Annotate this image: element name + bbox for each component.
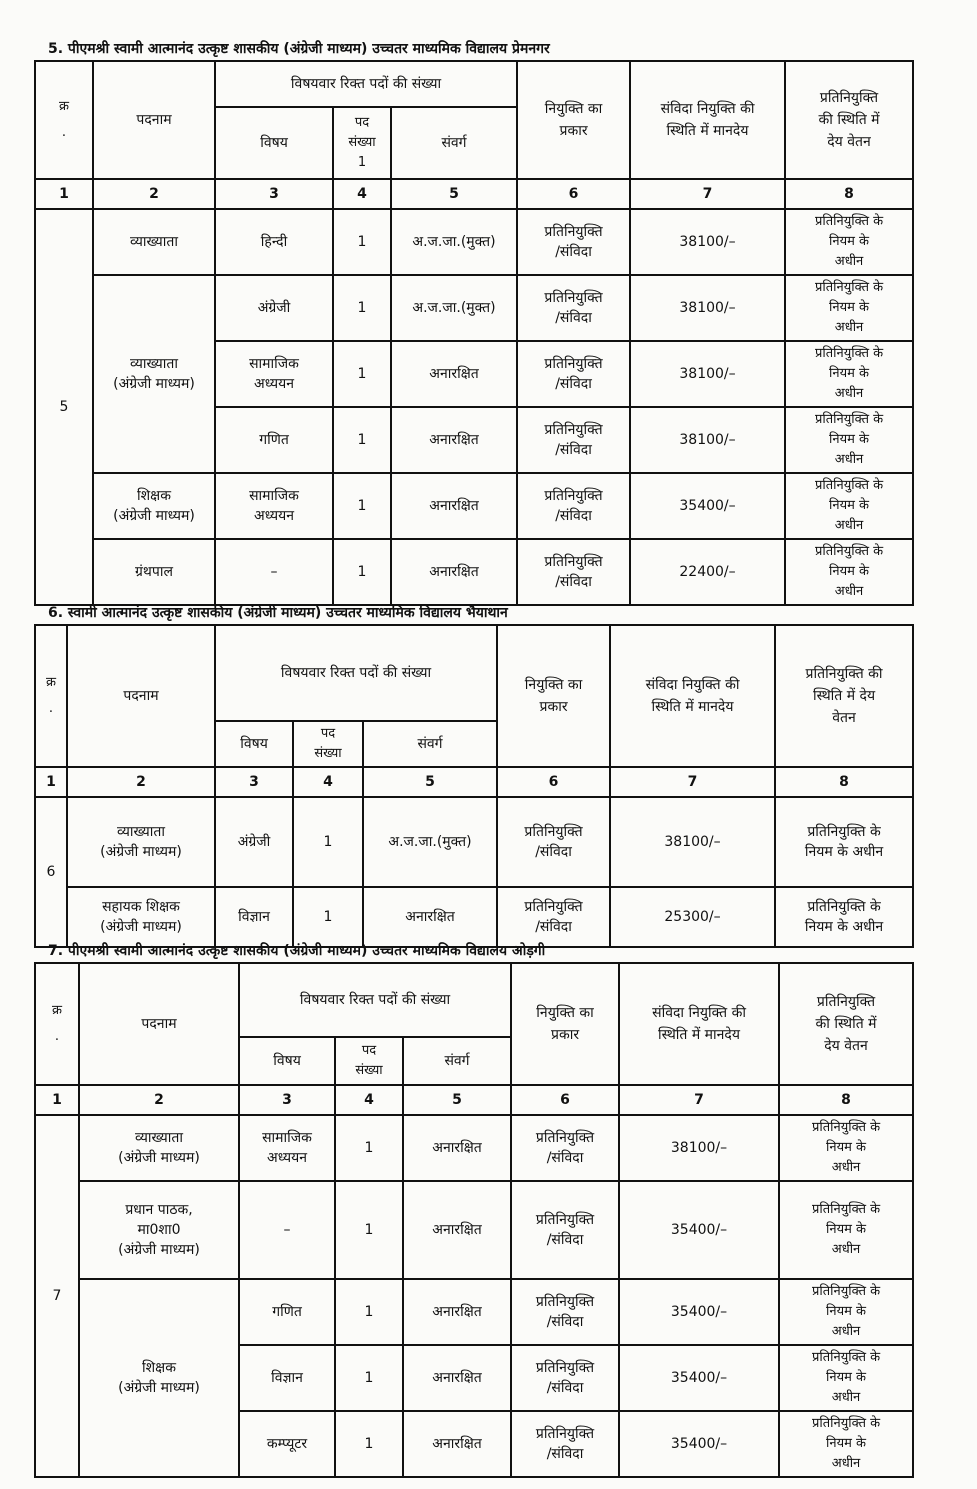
salary-cell: 35400/–	[619, 1345, 779, 1411]
post-cell: शिक्षक (अंग्रेजी माध्यम)	[79, 1279, 239, 1477]
serial-cell: 7	[35, 1115, 79, 1477]
section-5-title: 5. पीएमश्री स्वामी आत्मानंद उत्कृष्ट शासकीय (अंग्रेजी माध्यम) उच्चतर माध्यमिक विद्यालय प्रेमनगर	[48, 41, 550, 57]
category-cell: अ.ज.जा.(मुक्त)	[391, 209, 517, 275]
header-padnaam: पदनाम	[93, 61, 215, 179]
subject-cell: हिन्दी	[215, 209, 333, 275]
count-cell: 1	[333, 275, 391, 341]
count-cell: 1	[335, 1181, 403, 1279]
header-sanvarg: संवर्ग	[363, 721, 497, 767]
table-row	[35, 1279, 913, 1345]
column-number-row: 1 2 3 4 5 6 7 8	[35, 767, 913, 797]
category-cell: अनारक्षित	[363, 887, 497, 947]
category-cell: अ.ज.जा.(मुक्त)	[391, 275, 517, 341]
subject-cell: अंग्रेजी	[215, 275, 333, 341]
column-number-row: 1 2 3 4 5 6 7 8	[35, 179, 913, 209]
salary-cell: 35400/–	[619, 1411, 779, 1477]
header-samvida: संविदा नियुक्ति की स्थिति में मानदेय	[630, 61, 785, 179]
deputation-cell: प्रतिनियुक्ति के नियम के अधीन	[779, 1279, 913, 1345]
header-kramank: क्र .	[35, 61, 93, 179]
count-cell: 1	[335, 1279, 403, 1345]
header-vishay: विषय	[215, 107, 333, 179]
category-cell: अनारक्षित	[391, 341, 517, 407]
deputation-cell: प्रतिनियुक्ति के नियम के अधीन	[785, 539, 913, 605]
category-cell: अनारक्षित	[403, 1345, 511, 1411]
header-pad-sankhya: पद संख्या 1	[333, 107, 391, 179]
header-pad-sankhya: पद संख्या	[293, 721, 363, 767]
salary-cell: 38100/–	[619, 1115, 779, 1181]
deputation-cell: प्रतिनियुक्ति के नियम के अधीन	[785, 209, 913, 275]
type-cell: प्रतिनियुक्ति /संविदा	[497, 797, 610, 887]
category-cell: अनारक्षित	[403, 1279, 511, 1345]
count-cell: 1	[333, 539, 391, 605]
header-niyukti-prakar: नियुक्ति का प्रकार	[517, 61, 630, 179]
section-6-table	[34, 624, 914, 948]
post-cell: व्याख्याता (अंग्रेजी माध्यम)	[79, 1115, 239, 1181]
type-cell: प्रतिनियुक्ति /संविदा	[517, 539, 630, 605]
count-cell: 1	[335, 1115, 403, 1181]
category-cell: अनारक्षित	[403, 1411, 511, 1477]
header-pratiniyukti: प्रतिनियुक्ति की स्थिति में देय वेतन	[775, 625, 913, 767]
category-cell: अनारक्षित	[391, 539, 517, 605]
deputation-cell: प्रतिनियुक्ति के नियम के अधीन	[779, 1345, 913, 1411]
header-samvida: संविदा नियुक्ति की स्थिति में मानदेय	[610, 625, 775, 767]
deputation-cell: प्रतिनियुक्ति के नियम के अधीन	[779, 1181, 913, 1279]
category-cell: अनारक्षित	[403, 1181, 511, 1279]
subject-cell: गणित	[215, 407, 333, 473]
header-niyukti-prakar: नियुक्ति का प्रकार	[497, 625, 610, 767]
count-cell: 1	[333, 209, 391, 275]
subject-cell: –	[239, 1181, 335, 1279]
header-pad-sankhya: पद संख्या	[335, 1037, 403, 1085]
header-padnaam: पदनाम	[79, 963, 239, 1085]
subject-cell: कम्प्यूटर	[239, 1411, 335, 1477]
serial-cell: 5	[35, 209, 93, 605]
subject-cell: सामाजिक अध्ययन	[215, 341, 333, 407]
table-row	[35, 887, 913, 947]
post-cell: ग्रंथपाल	[93, 539, 215, 605]
header-pratiniyukti: प्रतिनियुक्ति की स्थिति में देय वेतन	[779, 963, 913, 1085]
salary-cell: 38100/–	[630, 209, 785, 275]
count-cell: 1	[333, 407, 391, 473]
count-cell: 1	[293, 797, 363, 887]
deputation-cell: प्रतिनियुक्ति के नियम के अधीन	[785, 407, 913, 473]
salary-cell: 22400/–	[630, 539, 785, 605]
subject-cell: गणित	[239, 1279, 335, 1345]
header-padnaam: पदनाम	[67, 625, 215, 767]
header-niyukti-prakar: नियुक्ति का प्रकार	[511, 963, 619, 1085]
header-kramank: क्र .	[35, 625, 67, 767]
count-cell: 1	[293, 887, 363, 947]
header-sanvarg: संवर्ग	[391, 107, 517, 179]
type-cell: प्रतिनियुक्ति /संविदा	[517, 341, 630, 407]
header-vishay: विषय	[239, 1037, 335, 1085]
count-cell: 1	[333, 341, 391, 407]
serial-cell: 6	[35, 797, 67, 947]
type-cell: प्रतिनियुक्ति /संविदा	[517, 473, 630, 539]
subject-cell: सामाजिक अध्ययन	[215, 473, 333, 539]
type-cell: प्रतिनियुक्ति /संविदा	[511, 1345, 619, 1411]
salary-cell: 35400/–	[630, 473, 785, 539]
subject-cell: –	[215, 539, 333, 605]
count-cell: 1	[335, 1411, 403, 1477]
section-7-title: 7. पीएमश्री स्वामी आत्मानंद उत्कृष्ट शासकीय (अंग्रेजी माध्यम) उच्चतर माध्यमिक विद्यालय ओड़गी	[48, 943, 546, 959]
salary-cell: 35400/–	[619, 1279, 779, 1345]
section-5	[34, 40, 912, 606]
column-number-row: 1 2 3 4 5 6 7 8	[35, 1085, 913, 1115]
count-cell: 1	[335, 1345, 403, 1411]
type-cell: प्रतिनियुक्ति /संविदा	[497, 887, 610, 947]
section-6	[34, 604, 912, 948]
salary-cell: 38100/–	[610, 797, 775, 887]
deputation-cell: प्रतिनियुक्ति के नियम के अधीन	[785, 341, 913, 407]
header-samvida: संविदा नियुक्ति की स्थिति में मानदेय	[619, 963, 779, 1085]
table-row	[35, 473, 913, 539]
header-vishayvaar: विषयवार रिक्त पदों की संख्या	[239, 963, 511, 1037]
salary-cell: 38100/–	[630, 407, 785, 473]
salary-cell: 25300/–	[610, 887, 775, 947]
type-cell: प्रतिनियुक्ति /संविदा	[511, 1411, 619, 1477]
header-vishayvaar: विषयवार रिक्त पदों की संख्या	[215, 61, 517, 107]
deputation-cell: प्रतिनियुक्ति के नियम के अधीन	[775, 887, 913, 947]
post-cell: प्रधान पाठक, मा0शा0 (अंग्रेजी माध्यम)	[79, 1181, 239, 1279]
type-cell: प्रतिनियुक्ति /संविदा	[517, 209, 630, 275]
header-sanvarg: संवर्ग	[403, 1037, 511, 1085]
salary-cell: 38100/–	[630, 341, 785, 407]
deputation-cell: प्रतिनियुक्ति के नियम के अधीन	[785, 275, 913, 341]
table-row	[35, 209, 913, 275]
type-cell: प्रतिनियुक्ति /संविदा	[517, 275, 630, 341]
header-vishayvaar: विषयवार रिक्त पदों की संख्या	[215, 625, 497, 721]
count-cell: 1	[333, 473, 391, 539]
section-7-table	[34, 962, 914, 1478]
category-cell: अनारक्षित	[391, 473, 517, 539]
table-row	[35, 1181, 913, 1279]
subject-cell: अंग्रेजी	[215, 797, 293, 887]
section-6-title: 6. स्वामी आत्मानंद उत्कृष्ट शासकीय (अंग्रेजी माध्यम) उच्चतर माध्यमिक विद्यालय भैयाथान	[48, 605, 508, 621]
post-cell: व्याख्याता (अंग्रेजी माध्यम)	[67, 797, 215, 887]
header-vishay: विषय	[215, 721, 293, 767]
post-cell: व्याख्याता (अंग्रेजी माध्यम)	[93, 275, 215, 473]
type-cell: प्रतिनियुक्ति /संविदा	[511, 1115, 619, 1181]
salary-cell: 35400/–	[619, 1181, 779, 1279]
header-kramank: क्र .	[35, 963, 79, 1085]
deputation-cell: प्रतिनियुक्ति के नियम के अधीन	[779, 1115, 913, 1181]
subject-cell: विज्ञान	[239, 1345, 335, 1411]
category-cell: अनारक्षित	[391, 407, 517, 473]
subject-cell: सामाजिक अध्ययन	[239, 1115, 335, 1181]
category-cell: अ.ज.जा.(मुक्त)	[363, 797, 497, 887]
section-5-table	[34, 60, 914, 606]
post-cell: सहायक शिक्षक (अंग्रेजी माध्यम)	[67, 887, 215, 947]
table-row	[35, 1115, 913, 1181]
salary-cell: 38100/–	[630, 275, 785, 341]
category-cell: अनारक्षित	[403, 1115, 511, 1181]
deputation-cell: प्रतिनियुक्ति के नियम के अधीन	[785, 473, 913, 539]
post-cell: शिक्षक (अंग्रेजी माध्यम)	[93, 473, 215, 539]
type-cell: प्रतिनियुक्ति /संविदा	[511, 1181, 619, 1279]
type-cell: प्रतिनियुक्ति /संविदा	[517, 407, 630, 473]
table-row	[35, 275, 913, 341]
table-row	[35, 539, 913, 605]
post-cell: व्याख्याता	[93, 209, 215, 275]
type-cell: प्रतिनियुक्ति /संविदा	[511, 1279, 619, 1345]
table-row	[35, 797, 913, 887]
header-pratiniyukti: प्रतिनियुक्ति की स्थिति में देय वेतन	[785, 61, 913, 179]
section-7	[34, 942, 912, 1478]
subject-cell: विज्ञान	[215, 887, 293, 947]
deputation-cell: प्रतिनियुक्ति के नियम के अधीन	[779, 1411, 913, 1477]
deputation-cell: प्रतिनियुक्ति के नियम के अधीन	[775, 797, 913, 887]
